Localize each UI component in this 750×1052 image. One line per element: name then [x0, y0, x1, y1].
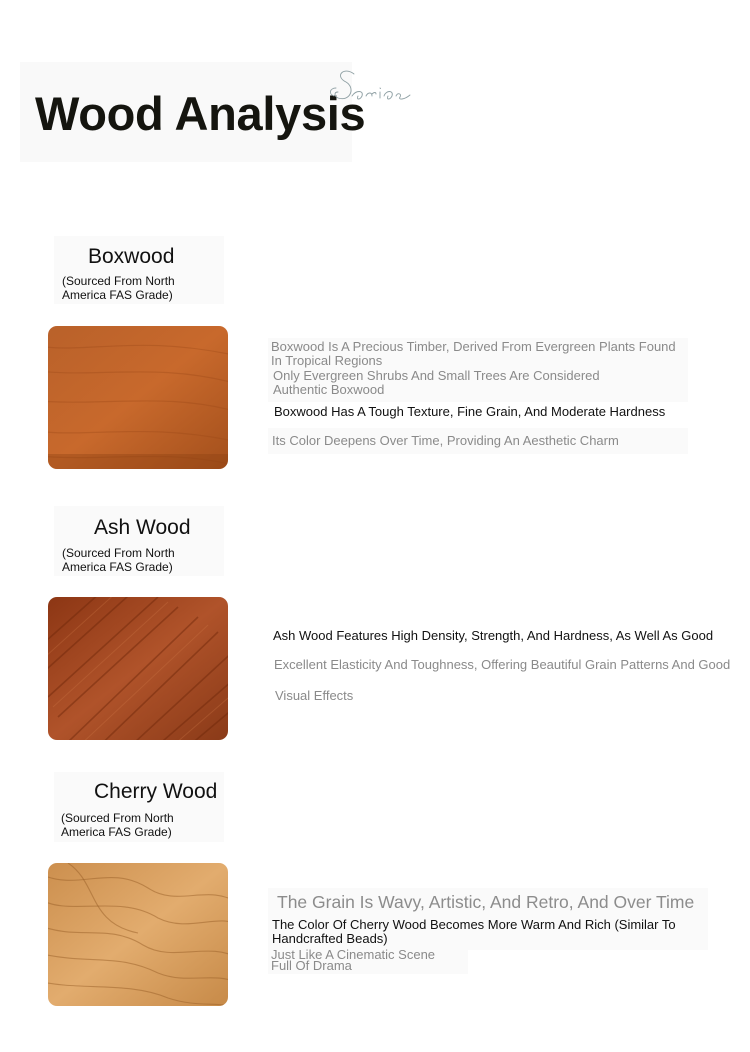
page-title: Wood Analysis	[35, 87, 366, 140]
boxwood-line-2: In Tropical Regions	[271, 353, 383, 368]
boxwood-line-3: Only Evergreen Shrubs And Small Trees Are Considered	[273, 368, 600, 383]
ashwood-line-2: Excellent Elasticity And Toughness, Offering Beautiful Grain Patterns And Good	[274, 657, 731, 672]
ashwood-subtitle: (Sourced From North America FAS Grade)	[62, 546, 175, 574]
boxwood-line-5: Boxwood Has A Tough Texture, Fine Grain, And Moderate Hardness	[274, 404, 666, 419]
series-script-text: Series	[376, 80, 379, 81]
cherrywood-line-5: Full Of Drama	[271, 958, 352, 973]
boxwood-line-6: Its Color Deepens Over Time, Providing An Aesthetic Charm	[272, 433, 619, 448]
ashwood-swatch-image	[48, 597, 228, 740]
boxwood-name: Boxwood	[88, 245, 175, 268]
cherrywood-line-1: The Grain Is Wavy, Artistic, And Retro, And Over Time	[277, 892, 695, 912]
cherrywood-name: Cherry Wood	[94, 780, 218, 803]
ashwood-line-3: Visual Effects	[275, 688, 354, 703]
cherrywood-line-2: The Color Of Cherry Wood Becomes More Warm And Rich (Similar To	[272, 917, 676, 932]
series-script-logo	[326, 62, 426, 114]
cherrywood-line-3: Handcrafted Beads)	[272, 931, 388, 946]
cherrywood-swatch-image	[48, 863, 228, 1006]
boxwood-swatch-image	[48, 326, 228, 469]
boxwood-line-4: Authentic Boxwood	[273, 382, 385, 397]
boxwood-subtitle: (Sourced From North America FAS Grade)	[62, 274, 175, 302]
ashwood-line-1: Ash Wood Features High Density, Strength, And Hardness, As Well As Good	[273, 628, 714, 643]
ashwood-name: Ash Wood	[94, 516, 191, 539]
cherrywood-subtitle: (Sourced From North America FAS Grade)	[61, 811, 174, 839]
boxwood-line-1: Boxwood Is A Precious Timber, Derived From Evergreen Plants Found	[271, 339, 676, 354]
cherrywood-line-4: Just Like A Cinematic Scene	[271, 947, 436, 962]
